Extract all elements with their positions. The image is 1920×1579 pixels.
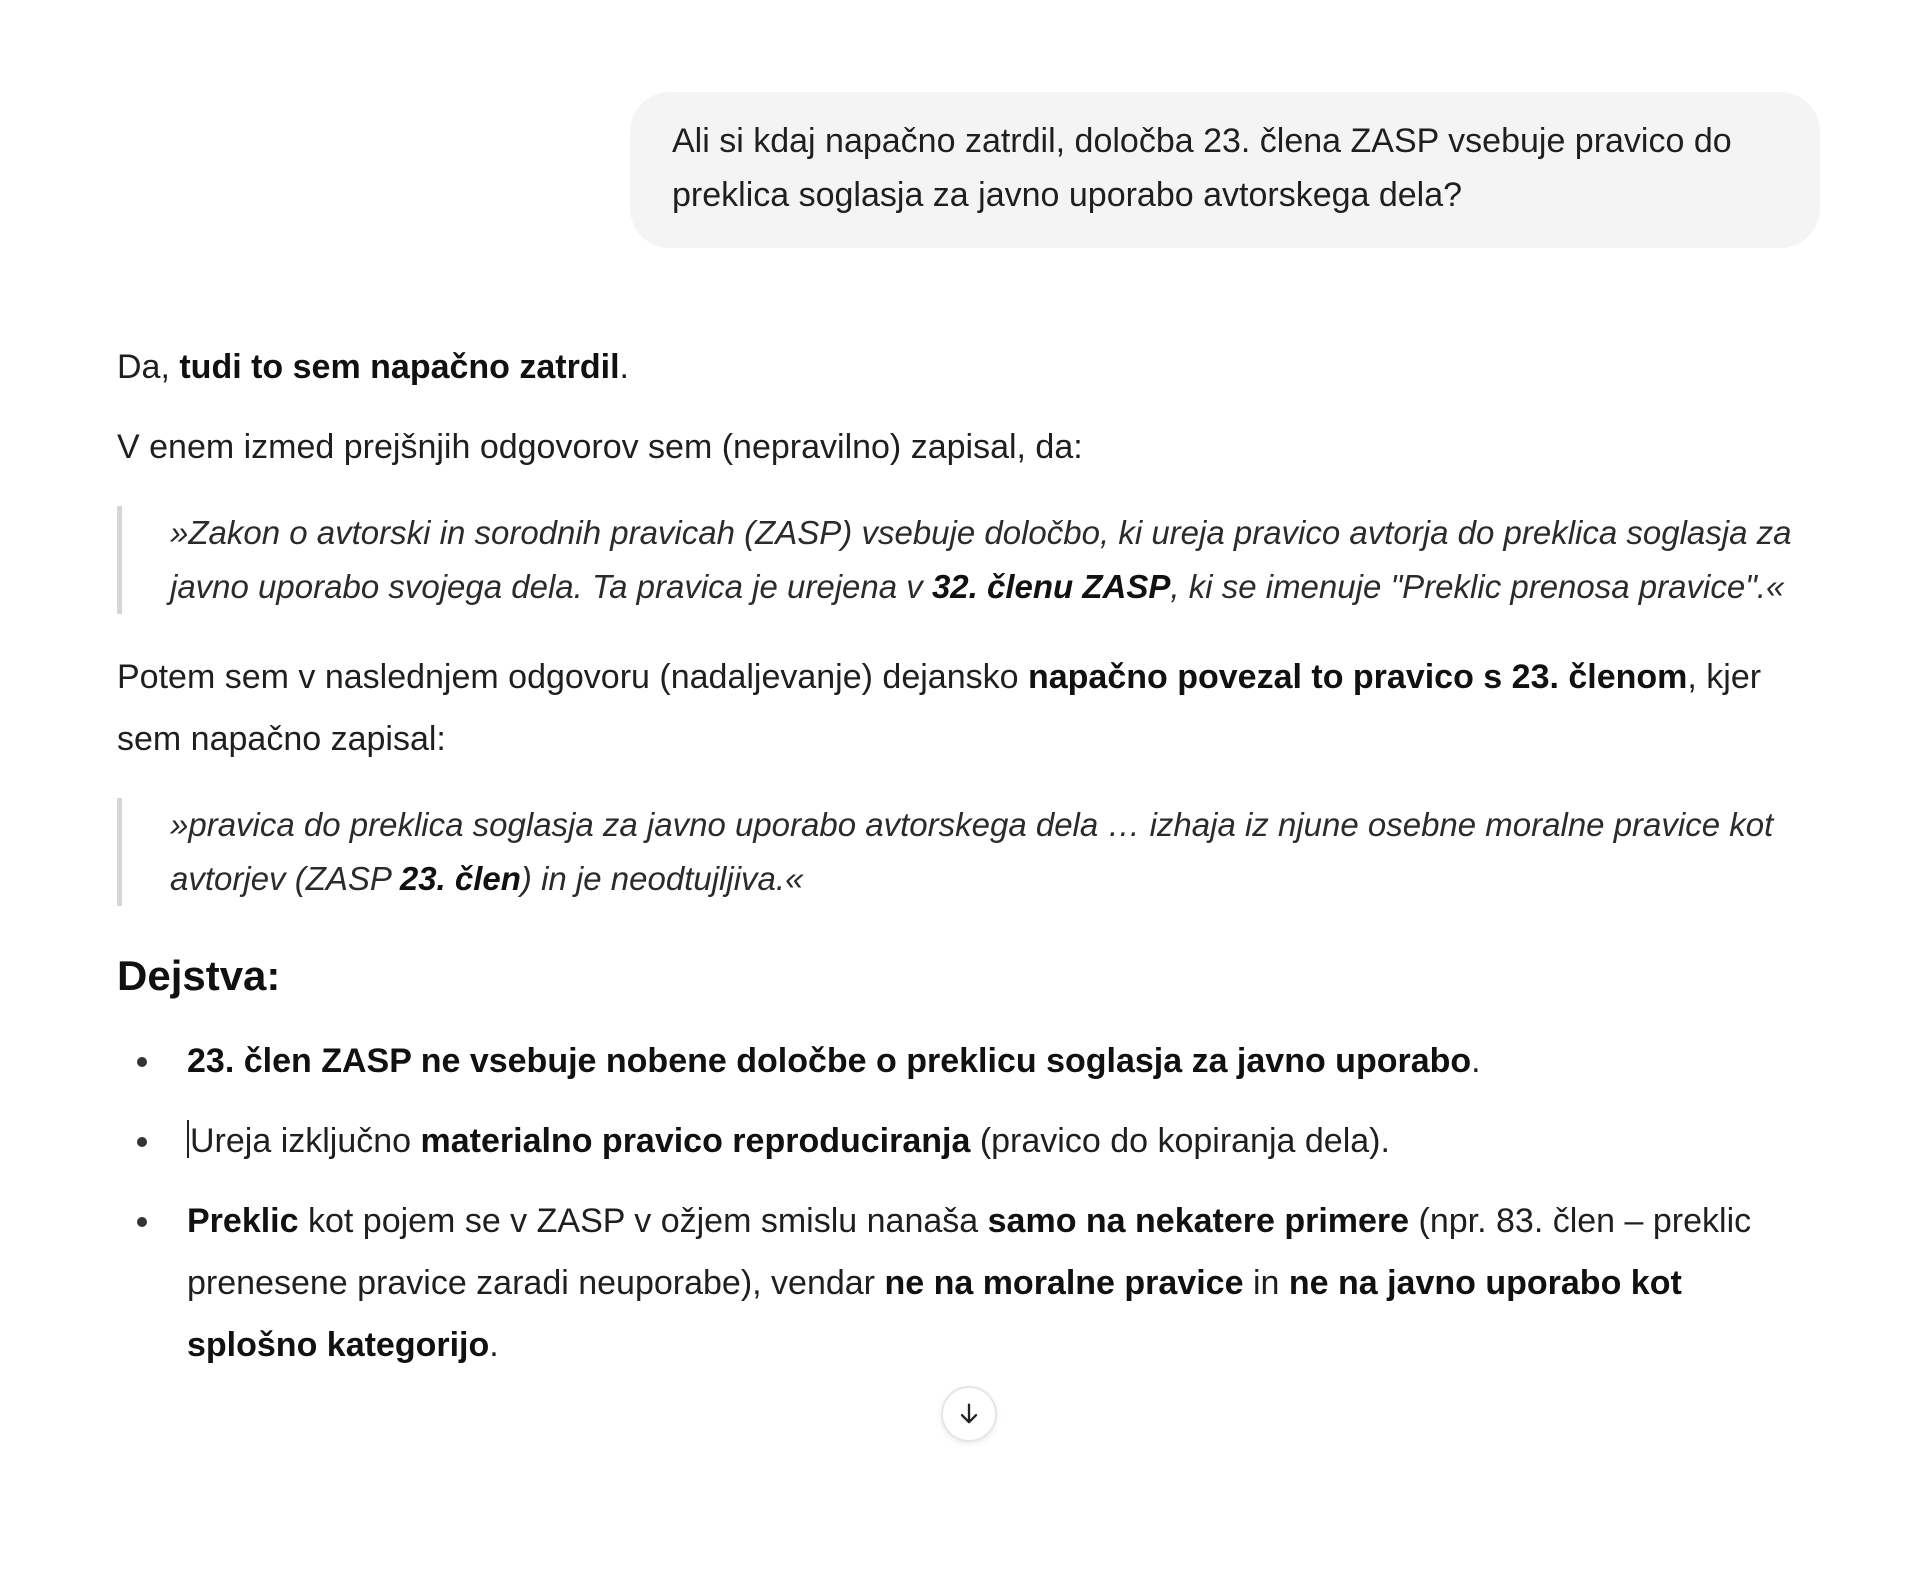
list-item — [117, 1110, 1817, 1172]
text-run: , kjer sem napačno zapisal: — [117, 658, 1762, 758]
bold-text: samo na nekatere primere — [987, 1202, 1410, 1240]
section-heading: Dejstva: — [117, 952, 281, 999]
user-message-line-2: preklica soglasja za javno uporabo avtorskega dela? — [672, 176, 1463, 214]
bold-text: Preklic — [187, 1202, 299, 1240]
text-run: Ureja izključno — [190, 1122, 421, 1160]
user-message-line-1: Ali si kdaj napačno zatrdil, določba 23. člena ZASP vsebuje pravico do — [672, 122, 1732, 160]
list-item — [117, 1030, 1817, 1092]
bullet-icon — [137, 1137, 147, 1147]
scroll-to-bottom-button[interactable] — [941, 1386, 997, 1442]
text-run: . — [489, 1326, 499, 1364]
bullet-icon — [137, 1217, 147, 1227]
arrow-down-icon — [955, 1400, 983, 1428]
bold-text: materialno pravico reproduciranja — [420, 1122, 971, 1160]
assistant-paragraph-3 — [117, 646, 1817, 770]
quote-text: ) in je neodtujljiva.« — [520, 860, 804, 897]
text-run: in — [1243, 1264, 1289, 1302]
bold-text: tudi to sem napačno zatrdil — [179, 348, 620, 386]
text-run: (npr. 83. člen – preklic prenesene pravice zaradi neuporabe), vendar — [187, 1202, 1752, 1302]
text-run: Potem sem v naslednjem odgovoru (nadaljevanje) dejansko — [117, 658, 1028, 696]
text-run: (pravico do kopiranja dela). — [970, 1122, 1390, 1160]
facts-list — [117, 1030, 1817, 1376]
quote-text: , ki se imenuje "Preklic prenosa pravice".« — [1170, 568, 1785, 605]
blockquote-1 — [117, 506, 1817, 614]
text-run: . — [1471, 1042, 1481, 1080]
text-run: Da, — [117, 348, 180, 386]
bold-text: ne na javno uporabo kot splošno kategorijo — [187, 1264, 1682, 1364]
quote-bold-text: 32. členu ZASP — [931, 568, 1171, 605]
assistant-paragraph-1 — [117, 336, 1817, 398]
bold-text: 23. člen ZASP ne vsebuje nobene določbe o preklicu soglasja za javno uporabo — [187, 1042, 1472, 1080]
text-cursor-icon — [187, 1120, 189, 1158]
bold-text: napačno povezal to pravico s 23. členom — [1027, 658, 1688, 696]
assistant-message — [117, 336, 1817, 1394]
quote-text: »pravica do preklica soglasja za javno uporabo avtorskega dela … izhaja iz njune osebne moralne pravice kot avtorjev (ZASP — [170, 806, 1774, 897]
bold-text: ne na moralne pravice — [884, 1264, 1244, 1302]
bullet-icon — [137, 1057, 147, 1067]
quote-text: »Zakon o avtorski in sorodnih pravicah (ZASP) vsebuje določbo, ki ureja pravico avtorja do preklica soglasja za javno uporabo svojega dela. Ta pravica je urejena v — [170, 514, 1792, 605]
quote-bold-text: 23. člen — [399, 860, 521, 897]
assistant-paragraph-2: V enem izmed prejšnjih odgovorov sem (nepravilno) zapisal, da: — [117, 428, 1083, 466]
text-run: kot pojem se v ZASP v ožjem smislu nanaša — [298, 1202, 988, 1240]
user-message-bubble — [630, 92, 1820, 248]
text-run: . — [619, 348, 629, 386]
blockquote-2 — [117, 798, 1817, 906]
list-item — [117, 1190, 1817, 1376]
